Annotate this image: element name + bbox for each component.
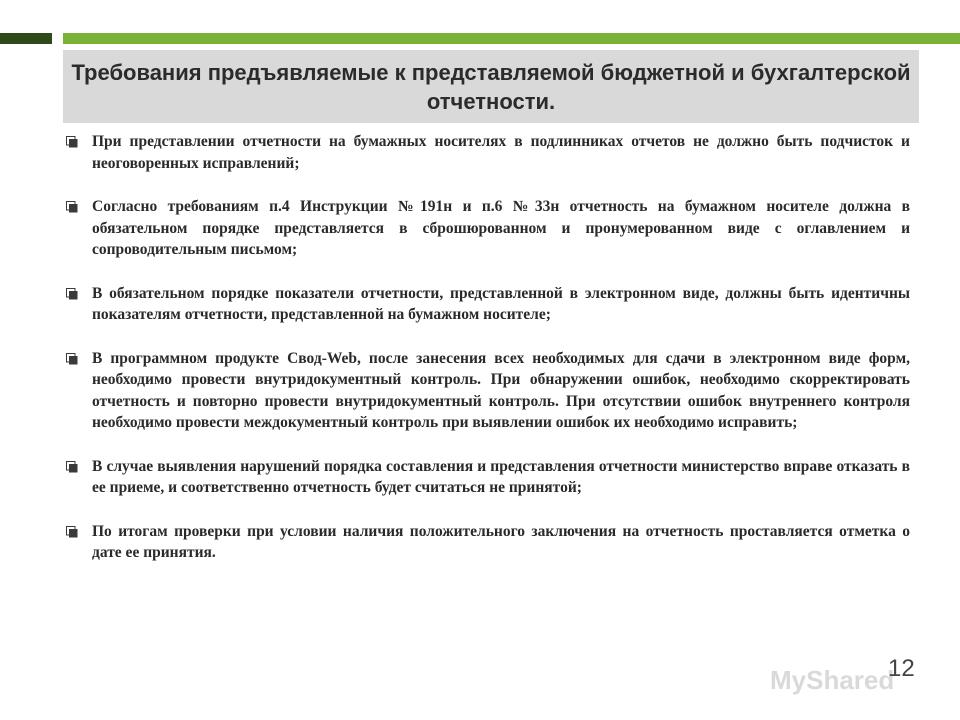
- slide-title: Требования предъявляемые к представляемой бюджетной и бухгалтерской отчетности.: [71, 59, 911, 114]
- header-accent-green-bar: [63, 33, 960, 44]
- bullet-item: [62, 456, 910, 499]
- bullet-text: При представлении отчетности на бумажных носителях в подлинниках отчетов не должно быть подчисток и неоговоренных исправлений;: [92, 133, 910, 172]
- checkbox-square-icon: [66, 136, 78, 148]
- bullet-text: По итогам проверки при условии наличия положительного заключения на отчетность проставляется отметка о дате ее принятия.: [92, 522, 910, 561]
- bullet-text: Согласно требованиям п.4 Инструкции №191н и п.6 №33н отчетность на бумажном носителе должна в обязательном порядке представляется в сброшюрованном и пронумерованном виде с оглавлением и сопроводительным письмом;: [92, 198, 910, 258]
- checkbox-square-icon: [66, 201, 78, 213]
- bullet-text: В обязательном порядке показатели отчетности, представленной в электронном виде, должны быть идентичны показателям отчетности, представленной на бумажном носителе;: [92, 284, 910, 323]
- bullet-item: [62, 196, 910, 261]
- bullet-item: [62, 131, 910, 174]
- checkbox-square-icon: [66, 461, 78, 473]
- watermark-logo: MyShared: [770, 665, 895, 695]
- checkbox-square-icon: [66, 526, 78, 538]
- bullet-text: В программном продукте Свод-Web, после занесения всех необходимых для сдачи в электронном виде форм, необходимо провести внутридокументный контроль. При обнаружении ошибок, необходимо скорректировать отчетность и повторно провести внутридокументный контроль. При отсутствии ошибок внутреннего контроля необходимо провести междокументный контроль при выявлении ошибок их необходимо исправить;: [92, 349, 910, 431]
- title-box: [63, 50, 919, 123]
- header-accent-dark-bar: [0, 33, 52, 44]
- checkbox-square-icon: [66, 353, 78, 365]
- checkbox-square-icon: [66, 288, 78, 300]
- bullet-item: [62, 348, 910, 434]
- bullet-text: В случае выявления нарушений порядка составления и представления отчетности министерство вправе отказать в ее приеме, и соответственно отчетность будет считаться не принятой;: [92, 457, 910, 496]
- page-number: 12: [888, 655, 915, 682]
- bullet-list: [62, 131, 910, 564]
- bullet-item: [62, 521, 910, 564]
- bullet-item: [62, 283, 910, 326]
